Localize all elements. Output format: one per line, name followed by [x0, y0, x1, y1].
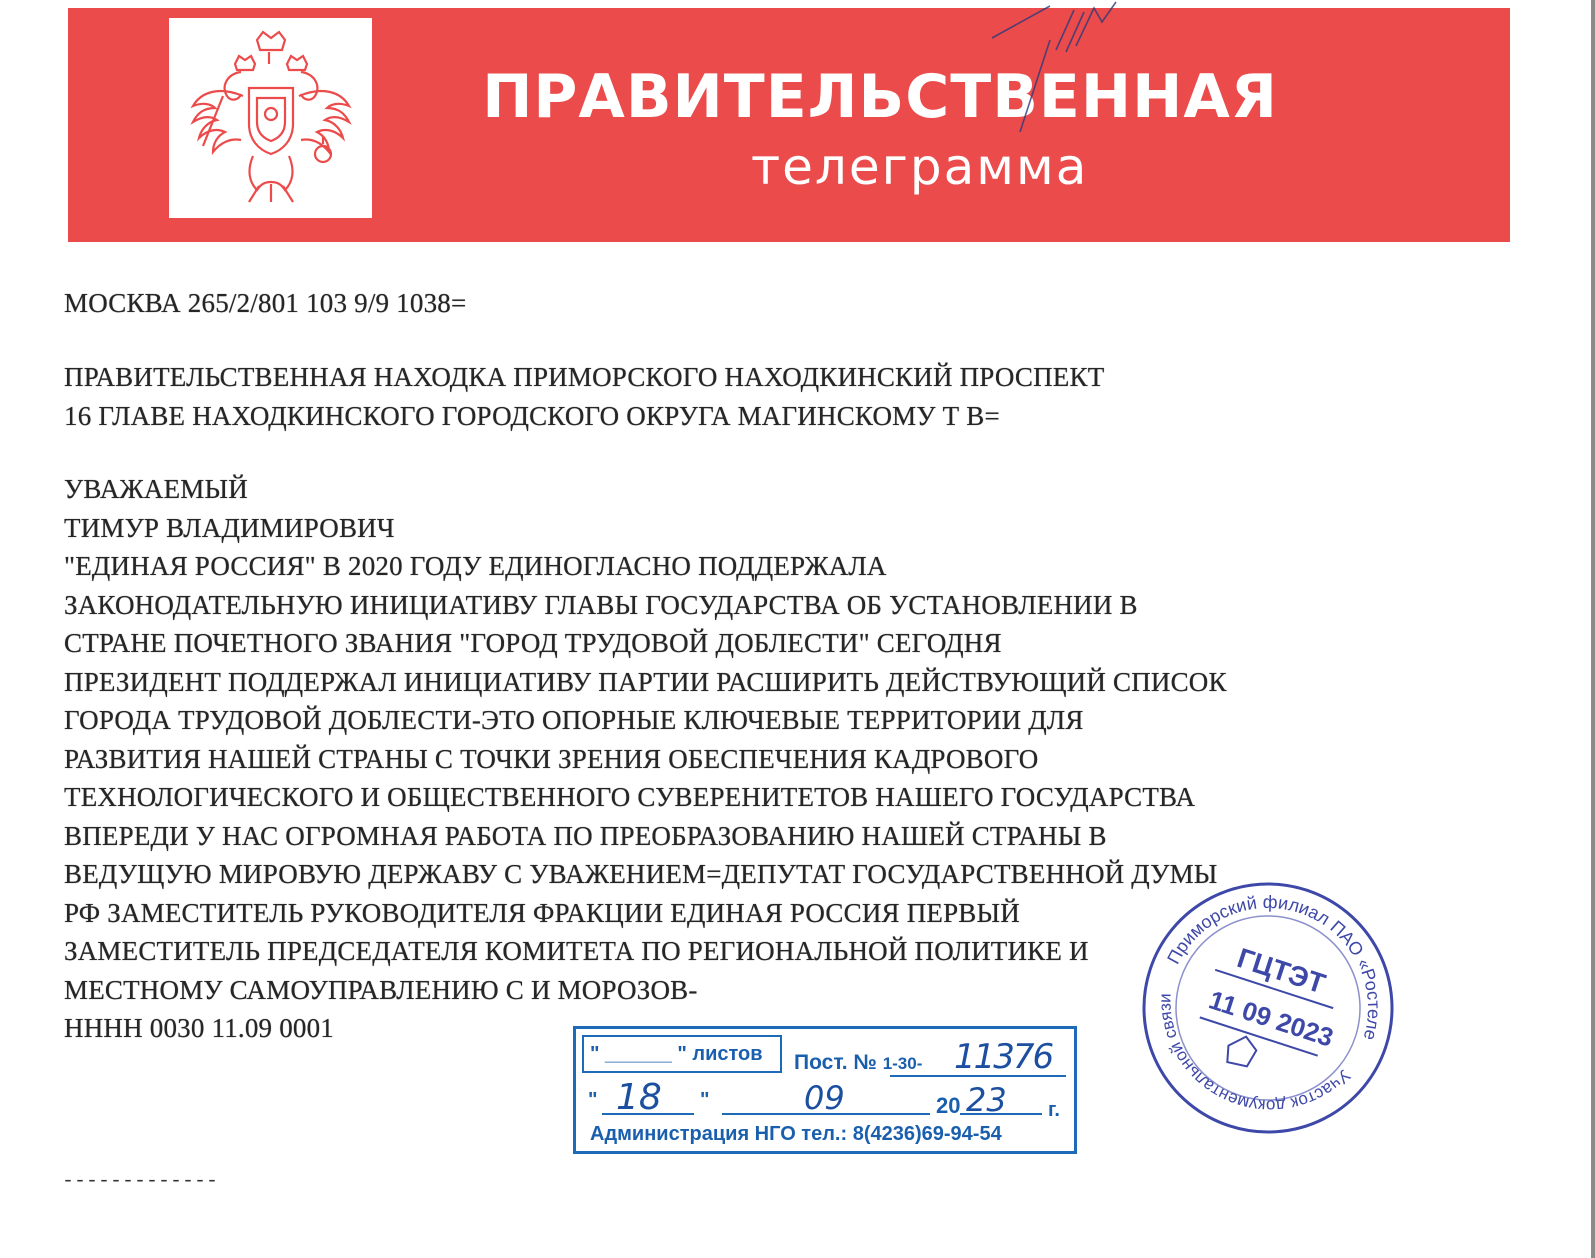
stamp-date: 11 09 2023: [1205, 984, 1338, 1053]
pen-scribble-mark: [990, 0, 1140, 140]
double-headed-eagle-icon: [183, 26, 359, 212]
day-line: [602, 1113, 694, 1115]
address-line: 16 ГЛАВЕ НАХОДКИНСКОГО ГОРОДСКОГО ОКРУГА МАГИНСКОМУ Т В=: [64, 400, 1000, 431]
body-line: УВАЖАЕМЫЙ: [64, 474, 248, 504]
stamp-emblem-icon: [1223, 1032, 1259, 1069]
post-number-field: [794, 1051, 922, 1075]
month-line: [722, 1113, 930, 1115]
body-line: ТИМУР ВЛАДИМИРОВИЧ: [64, 512, 395, 543]
quote-mark: ": [700, 1089, 710, 1111]
year-line: [960, 1113, 1042, 1115]
banner-subtitle: телеграмма: [751, 138, 1089, 196]
stamp-outer-text-2: Участок документальной связи: [1155, 993, 1355, 1116]
separator-dashes: -------------: [62, 1170, 219, 1193]
body-line: ВПЕРЕДИ У НАС ОГРОМНАЯ РАБОТА ПО ПРЕОБРАЗОВАНИЮ НАШЕЙ СТРАНЫ В: [64, 820, 1107, 851]
post-number-handwritten: 11376: [954, 1037, 1053, 1077]
post-prefix: 1-30-: [882, 1054, 923, 1073]
telegram-address: [64, 358, 1104, 435]
post-label: Пост. №: [794, 1051, 877, 1074]
header-banner: [68, 8, 1510, 242]
body-line: ТЕХНОЛОГИЧЕСКОГО И ОБЩЕСТВЕННОГО СУВЕРЕНИТЕТОВ НАШЕГО ГОСУДАРСТВА: [64, 782, 1196, 812]
date-month-handwritten: 09: [804, 1079, 845, 1117]
body-line: "ЕДИНАЯ РОССИЯ" В 2020 ГОДУ ЕДИНОГЛАСНО ПОДДЕРЖАЛА: [64, 551, 887, 581]
body-line: ВЕДУЩУЮ МИРОВУЮ ДЕРЖАВУ С УВАЖЕНИЕМ=ДЕПУТАТ ГОСУДАРСТВЕННОЙ ДУМЫ: [64, 859, 1218, 889]
administration-line: Администрация НГО тел.: 8(4236)69-94-54: [590, 1123, 1002, 1145]
telegram-header-line: МОСКВА 265/2/801 103 9/9 1038=: [64, 288, 467, 318]
stamp-center-title: ГЦТЭТ: [1233, 942, 1330, 1000]
sheets-label: " ______ " листов: [590, 1043, 763, 1065]
body-line: МЕСТНОМУ САМОУПРАВЛЕНИЮ С И МОРОЗОВ-: [64, 974, 698, 1005]
body-line: ЗАКОНОДАТЕЛЬНУЮ ИНИЦИАТИВУ ГЛАВЫ ГОСУДАРСТВА ОБ УСТАНОВЛЕНИИ В: [64, 589, 1138, 620]
telegram-body: [64, 470, 1227, 1048]
round-postal-stamp: [1138, 878, 1398, 1138]
date-year-handwritten: 23: [966, 1081, 1007, 1119]
year-prefix: 20: [936, 1093, 961, 1118]
banner-title: ПРАВИТЕЛЬСТВЕННАЯ: [482, 62, 1278, 132]
body-line: РАЗВИТИЯ НАШЕЙ СТРАНЫ С ТОЧКИ ЗРЕНИЯ ОБЕСПЕЧЕНИЯ КАДРОВОГО: [64, 743, 1039, 774]
body-line: НННН 0030 11.09 0001: [64, 1013, 334, 1043]
date-day-handwritten: 18: [616, 1077, 662, 1118]
body-line: ЗАМЕСТИТЕЛЬ ПРЕДСЕДАТЕЛЯ КОМИТЕТА ПО РЕГИОНАЛЬНОЙ ПОЛИТИКЕ И: [64, 936, 1089, 966]
year-suffix: г.: [1048, 1099, 1060, 1121]
address-line: ПРАВИТЕЛЬСТВЕННАЯ НАХОДКА ПРИМОРСКОГО НАХОДКИНСКИЙ ПРОСПЕКТ: [64, 362, 1105, 392]
body-line: ПРЕЗИДЕНТ ПОДДЕРЖАЛ ИНИЦИАТИВУ ПАРТИИ РАСШИРИТЬ ДЕЙСТВУЮЩИЙ СПИСОК: [64, 666, 1227, 697]
coat-of-arms-emblem: [169, 18, 372, 218]
body-line: РФ ЗАМЕСТИТЕЛЬ РУКОВОДИТЕЛЯ ФРАКЦИИ ЕДИНАЯ РОССИЯ ПЕРВЫЙ: [64, 897, 1020, 928]
stamp-outer-text: Приморский филиал ПАО «Ростелеком»: [1163, 891, 1385, 1043]
registration-stamp: [573, 1026, 1077, 1154]
body-line: СТРАНЕ ПОЧЕТНОГО ЗВАНИЯ "ГОРОД ТРУДОВОЙ ДОБЛЕСТИ" СЕГОДНЯ: [64, 628, 1002, 658]
quote-mark: ": [588, 1089, 598, 1111]
scan-edge-shadow: [1591, 0, 1595, 1258]
body-line: ГОРОДА ТРУДОВОЙ ДОБЛЕСТИ-ЭТО ОПОРНЫЕ КЛЮЧЕВЫЕ ТЕРРИТОРИИ ДЛЯ: [64, 705, 1084, 735]
